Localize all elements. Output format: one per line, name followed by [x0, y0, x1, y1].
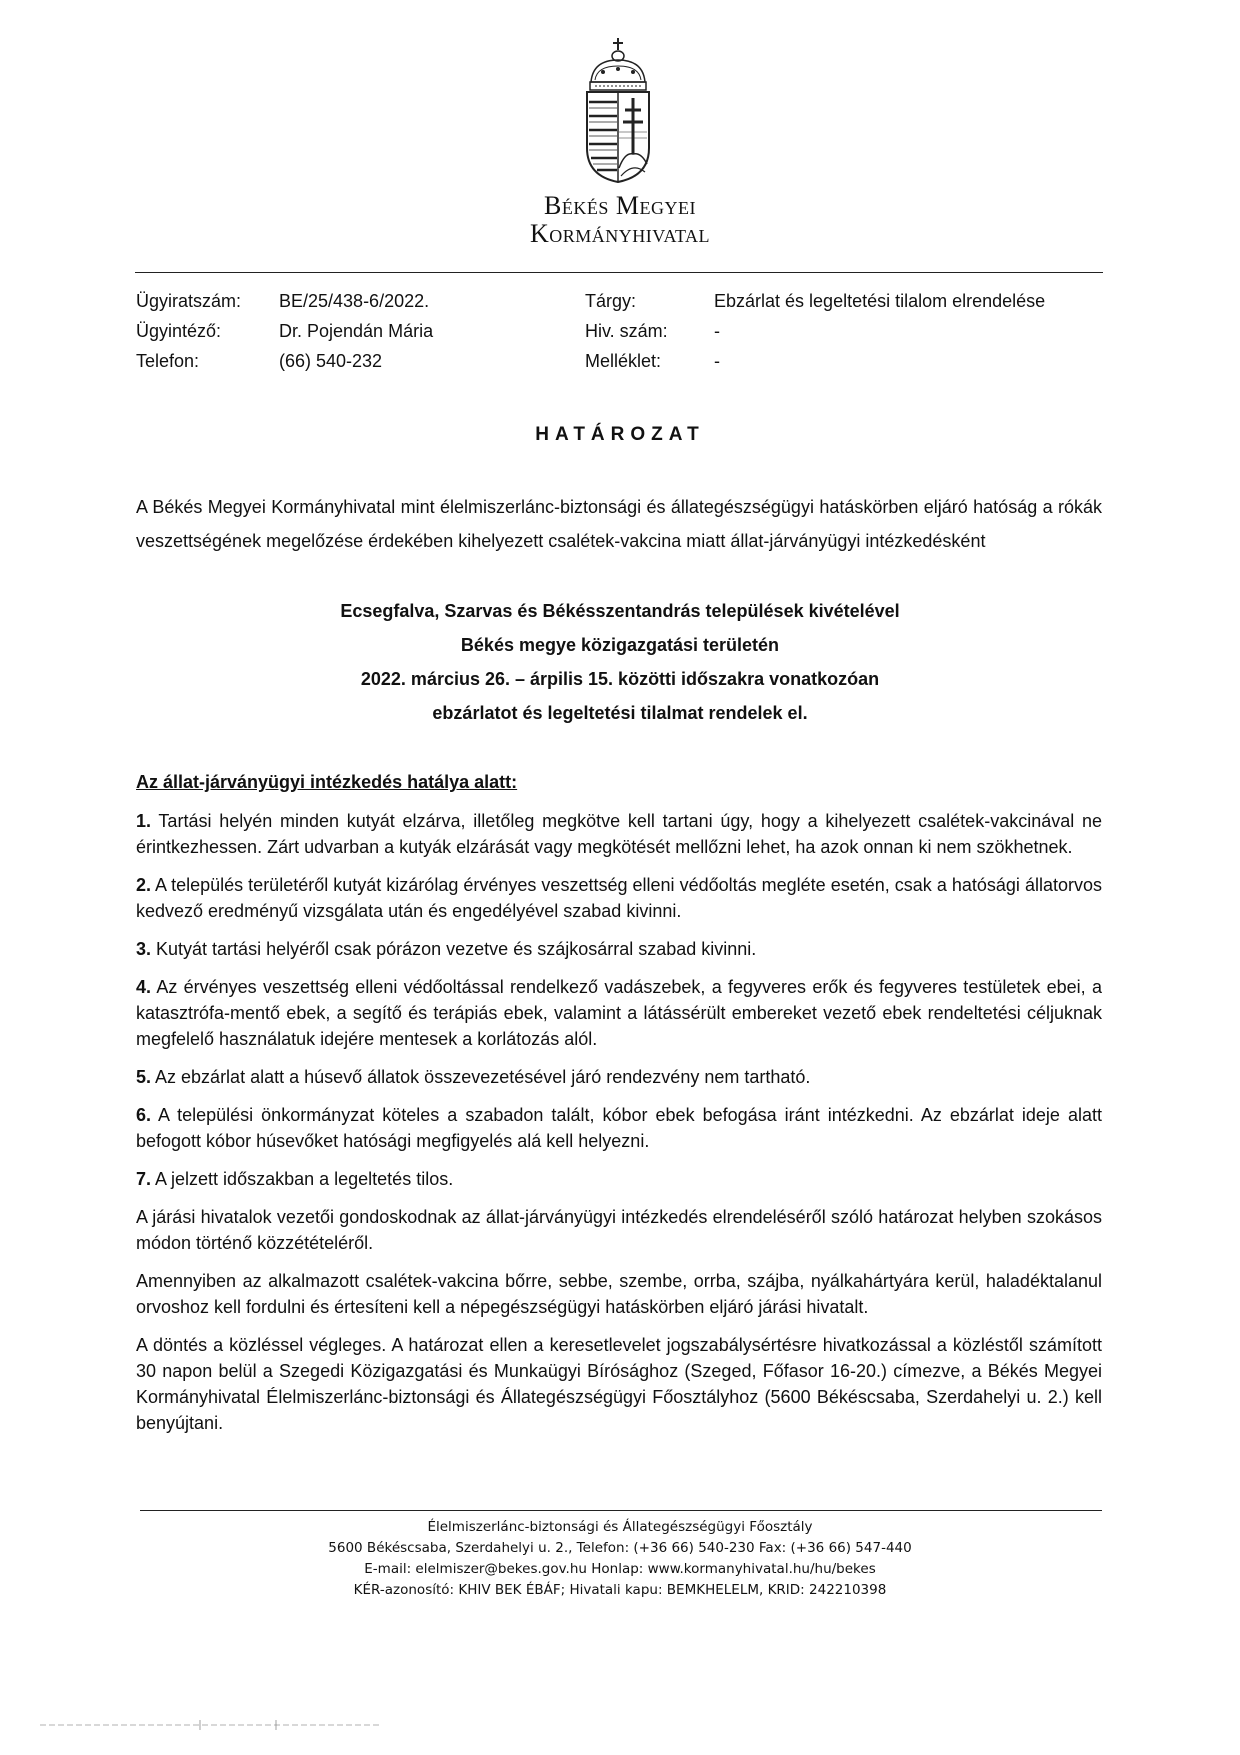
decision-block: [0, 594, 1240, 730]
scan-artifact-line: [40, 1720, 380, 1730]
item-number: 4.: [136, 977, 152, 997]
footer-contact: E-mail: elelmiszer@bekes.gov.hu Honlap: www.kormanyhivatal.hu/hu/bekes: [364, 1561, 876, 1577]
list-item: [136, 1064, 1102, 1090]
section-heading: Az állat-járványügyi intézkedés hatálya alatt:: [136, 772, 518, 792]
item-number: 2.: [136, 875, 152, 895]
item-text: A település területéről kutyát kizárólag érvényes veszettség elleni védőoltás megléte esetén, csak a hatósági állatorvos kedvező eredményű vizsgálata után és engedélyével szabad kivinni.: [136, 875, 1102, 921]
meta-row: [136, 346, 433, 376]
case-officer-label: Ügyintéző:: [136, 321, 222, 341]
case-number-value: BE/25/438-6/2022.: [279, 291, 430, 311]
body-paragraph: A döntés a közléssel végleges. A határozat ellen a keresetlevelet jogszabálysértésre hivatkozással a közléstől számított 30 napon belül a Szegedi Közigazgatási és Munkaügyi Bírósághoz (Szeged, Főfasor 16-20.) címezve, a Békés Megyei Kormányhivatal Élelmiszerlánc-biztonsági és Állategészségügyi Főosztályhoz (5600 Békéscsaba, Szerdahelyi u. 2.) kell benyújtani.: [136, 1335, 1102, 1433]
item-text: Kutyát tartási helyéről csak pórázon vezetve és szájkosárral szabad kivinni.: [151, 939, 757, 959]
decision-line: ebzárlatot és legeltetési tilalmat rendelek el.: [432, 703, 808, 723]
decision-line: Ecsegfalva, Szarvas és Békésszentandrás települések kivételével: [340, 601, 900, 621]
footer-address: 5600 Békéscsaba, Szerdahelyi u. 2., Telefon: (+36 66) 540-230 Fax: (+36 66) 547-440: [328, 1540, 912, 1556]
subject-label: Tárgy:: [585, 291, 637, 311]
list-item: [136, 808, 1102, 860]
list-item: [136, 1102, 1102, 1154]
item-number: 3.: [136, 939, 152, 959]
footer-divider: [140, 1510, 1102, 1511]
item-text: Tartási helyén minden kutyát elzárva, illetőleg megkötve kell tartani úgy, hogy a kihelyezett csalétek-vakcinával ne érintkezhessen. Zárt udvarban a kutyák elzárását vagy megkötését mellőzni lehet, ha azok onnan ki nem szökhetnek.: [136, 811, 1102, 857]
attachment-label: Melléklet:: [585, 351, 662, 371]
item-text: Az érvényes veszettség elleni védőoltással rendelkező vadászebek, a fegyveres erők és fegyveres testületek ebei, a katasztrófa-mentő ebek, a segítő és terápiás ebek, valamint a látássérült embereket vezető ebek rendeltetési céljuknak megfelelő használatuk idejére mentesek a korlátozás alól.: [136, 977, 1102, 1049]
meta-row: [585, 346, 1045, 376]
phone-label: Telefon:: [136, 351, 200, 371]
item-number: 7.: [136, 1169, 152, 1189]
reference-label: Hiv. szám:: [585, 321, 668, 341]
reference-value: -: [714, 321, 720, 341]
item-number: 6.: [136, 1105, 152, 1125]
document-title: HATÁROZAT: [535, 424, 705, 445]
office-name-line1: Békés Megyei: [544, 191, 696, 220]
item-text: Az ebzárlat alatt a húsevő állatok összevezetésével járó rendezvény nem tartható.: [151, 1067, 811, 1087]
office-name-line2: Kormányhivatal: [529, 219, 710, 248]
header-divider: [135, 272, 1103, 273]
case-officer-value: Dr. Pojendán Mária: [279, 321, 434, 341]
attachment-value: -: [714, 351, 720, 371]
phone-value: (66) 540-232: [279, 351, 383, 371]
hungarian-coat-of-arms-icon: [583, 36, 653, 184]
list-item: [136, 1166, 1102, 1192]
item-number: 5.: [136, 1067, 152, 1087]
body-paragraph: Amennyiben az alkalmazott csalétek-vakcina bőrre, sebbe, szembe, orrba, szájba, nyálkahártyára kerül, haladéktalanul orvoshoz kell fordulni és értesíteni kell a népegészségügyi hatáskörben eljáró járási hivatalt.: [136, 1271, 1102, 1317]
list-item: [136, 872, 1102, 924]
item-number: 1.: [136, 811, 152, 831]
measures-list: [136, 808, 1102, 1448]
footer: [0, 1517, 1240, 1601]
list-item: [136, 936, 1102, 962]
body-paragraph: A járási hivatalok vezetői gondoskodnak az állat-járványügyi intézkedés elrendeléséről szóló határozat helyben szokásos módon történő közzétételéről.: [136, 1207, 1102, 1253]
decision-line: 2022. március 26. – árpilis 15. közötti időszakra vonatkozóan: [360, 669, 880, 689]
case-details: [136, 286, 433, 376]
meta-row: [585, 286, 1045, 316]
decision-line: Békés megye közigazgatási területén: [460, 635, 780, 655]
item-text: A jelzett időszakban a legeltetés tilos.: [151, 1169, 454, 1189]
case-number-label: Ügyiratszám:: [136, 291, 242, 311]
issuing-office: [400, 192, 840, 248]
intro-paragraph: A Békés Megyei Kormányhivatal mint élelmiszerlánc-biztonsági és állategészségügyi hatáskörben eljáró hatóság a rókák veszettségének megelőzése érdekében kihelyezett csalétek-vakcina miatt állat-járványügyi intézkedésként: [136, 497, 1102, 551]
footer-department: Élelmiszerlánc-biztonsági és Állategészségügyi Főosztály: [427, 1519, 813, 1535]
meta-row: [585, 316, 1045, 346]
item-text: A települési önkormányzat köteles a szabadon talált, kóbor ebek befogása iránt intézkedni. Az ebzárlat ideje alatt befogott kóbor húsevőket hatósági megfigyelés alá kell helyezni.: [136, 1105, 1102, 1151]
list-item: [136, 974, 1102, 1052]
subject-details: [585, 286, 1045, 376]
meta-row: [136, 316, 433, 346]
footer-identifiers: KÉR-azonosító: KHIV BEK ÉBÁF; Hivatali kapu: BEMKHELELM, KRID: 242210398: [353, 1582, 887, 1598]
subject-value: Ebzárlat és legeltetési tilalom elrendelése: [714, 291, 1046, 311]
meta-row: [136, 286, 433, 316]
